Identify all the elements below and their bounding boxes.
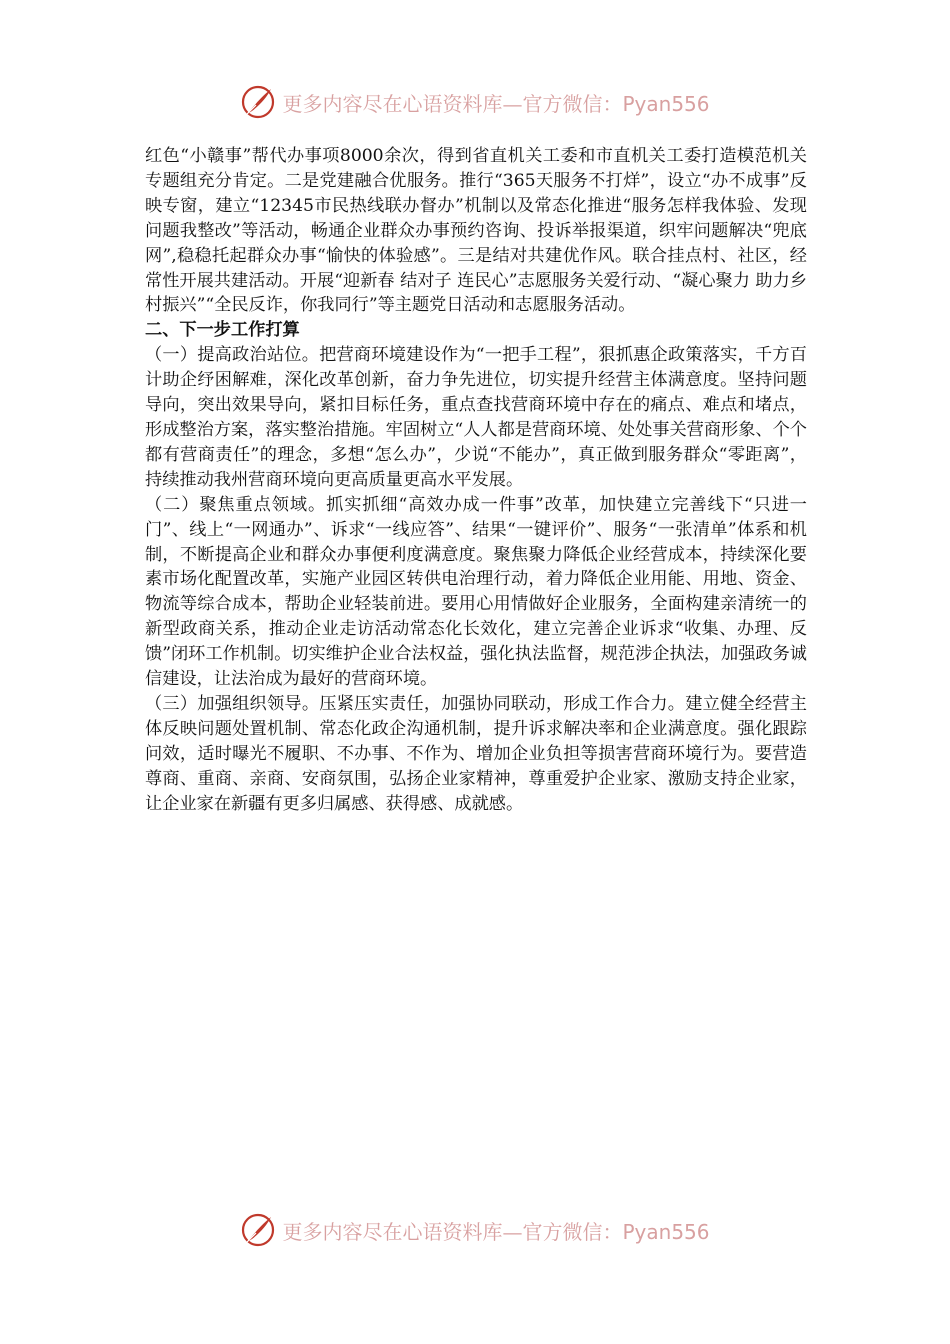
paragraph-2: （二）聚焦重点领域。抓实抓细“高效办成一件事”改革，加快建立完善线下“只进一门”、线上“一网通办”、诉求“一线应答”、结果“一键评价”、服务“一张清单”体系和机制，不断提高企业和群众办事便利度满意度。聚焦聚力降低企业经营成本，持续深化要素市场化配置改革，实施产业园区转供电治理行动，着力降低企业用能、用地、资金、物流等综合成本，帮助企业轻装前进。要用心用情做好企业服务，全面构建亲清统一的新型政商关系，推动企业走访活动常态化长效化，建立完善企业诉求“收集、办理、反馈”闭环工作机制。切实维护企业合法权益，强化执法监督，规范涉企执法，加强政务诚信建设，让法治成为最好的营商环境。 [145, 494, 807, 690]
banner-text-main: 更多内容尽在心语资料库—官方微信： [282, 1219, 623, 1244]
quill-pen-logo-icon [240, 84, 276, 120]
banner-text-main: 更多内容尽在心语资料库—官方微信： [282, 91, 623, 116]
quill-pen-logo-icon [240, 1212, 276, 1248]
paragraph-intro: 红色“小赣事”帮代办事项8000余次，得到省直机关工委和市直机关工委打造模范机关专题组充分肯定。二是党建融合优服务。推行“365天服务不打烊”，设立“办不成事”反映专窗，建立“12345市民热线联办督办”机制以及常态化推进“服务怎样我体验、发现问题我整改”等活动，畅通企业群众办事预约咨询、投诉举报渠道，织牢问题解决“兜底网”,稳稳托起群众办事“愉快的体验感”。三是结对共建优作风。联合挂点村、社区，经常性开展共建活动。开展“迎新春 结对子 连民心”志愿服务关爱行动、“凝心聚力 助力乡村振兴”“全民反诈，你我同行”等主题党日活动和志愿服务活动。 [145, 146, 807, 316]
paragraph-3: （三）加强组织领导。压紧压实责任，加强协同联动，形成工作合力。建立健全经营主体反映问题处置机制、常态化政企沟通机制，提升诉求解决率和企业满意度。强化跟踪问效，适时曝光不履职、不办事、不作为、增加企业负担等损害营商环境行为。要营造尊商、重商、亲商、安商氛围，弘扬企业家精神，尊重爱护企业家、激励支持企业家，让企业家在新疆有更多归属感、获得感、成就感。 [145, 693, 807, 814]
section-heading: 二、下一步工作打算 [145, 320, 300, 341]
header-watermark-banner [0, 80, 950, 124]
banner-text [282, 1216, 709, 1245]
paragraph-1: （一）提高政治站位。把营商环境建设作为“一把手工程”，狠抓惠企政策落实，千方百计助企纾困解难，深化改革创新，奋力争先进位，切实提升经营主体满意度。坚持问题导向，突出效果导向，紧扣目标任务，重点查找营商环境中存在的痛点、难点和堵点，形成整治方案，落实整治措施。牢固树立“人人都是营商环境、处处事关营商形象、个个都有营商责任”的理念，多想“怎么办”，少说“不能办”，真正做到服务群众“零距离”，持续推动我州营商环境向更高质量更高水平发展。 [145, 345, 807, 490]
banner-wechat-id: Pyan556 [622, 91, 710, 116]
banner-wechat-id: Pyan556 [622, 1219, 710, 1244]
footer-watermark-banner [0, 1208, 950, 1252]
document-body [145, 144, 807, 816]
banner-text [282, 88, 709, 117]
